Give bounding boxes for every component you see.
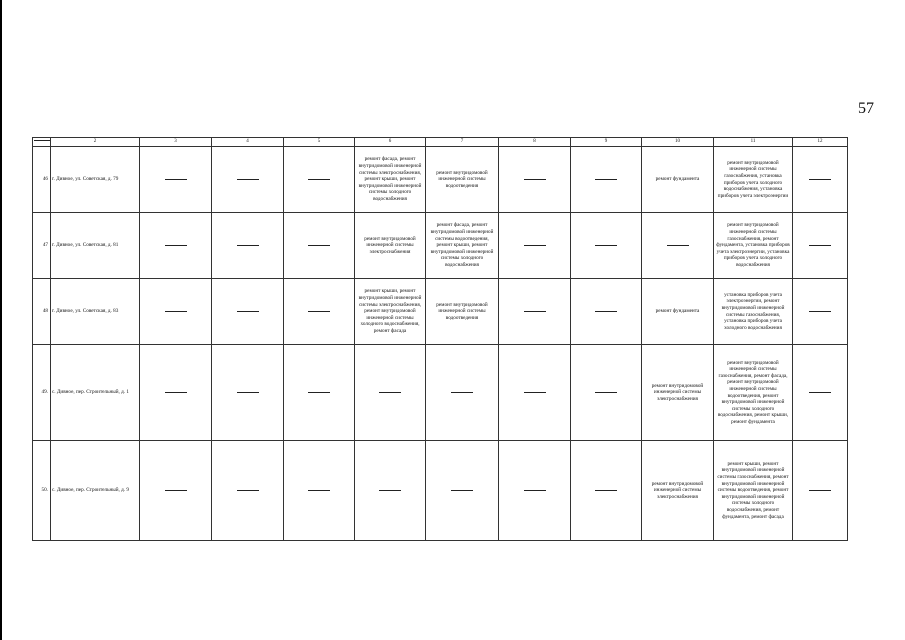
dash-mark [237, 179, 259, 180]
dash-mark [308, 179, 330, 180]
dash-mark [451, 392, 473, 393]
empty-cell [355, 441, 426, 541]
header-cell-10: 10 [642, 138, 714, 147]
row-work-col10: ремонт фундамента [642, 147, 714, 213]
empty-cell [212, 345, 284, 441]
dash-mark [379, 392, 401, 393]
dash-mark [809, 311, 831, 312]
dash-mark [379, 490, 401, 491]
header-cell-7: 7 [426, 138, 499, 147]
dash-mark [308, 245, 330, 246]
row-number: 49. [33, 345, 51, 441]
dash-mark [524, 179, 546, 180]
row-work-col6: ремонт фасада, ремонт внутридомовой инженерной системы электроснабжения, ремонт крыши, ремонт внутридомовой инженерной системы холодного водоснабжения [355, 147, 426, 213]
empty-cell [499, 441, 571, 541]
dash-mark [524, 245, 546, 246]
dash-mark [165, 179, 187, 180]
empty-cell [212, 147, 284, 213]
dash-mark [308, 490, 330, 491]
empty-cell [571, 279, 642, 345]
table-row [33, 441, 848, 541]
page-number: 57 [858, 100, 874, 117]
row-work-col6: ремонт внутридомовой инженерной системы электроснабжения [355, 213, 426, 279]
row-number: 48 [33, 279, 51, 345]
header-cell-12: 12 [793, 138, 848, 147]
header-cell-2: 2 [51, 138, 140, 147]
empty-cell [571, 345, 642, 441]
empty-cell [642, 213, 714, 279]
dash-mark [308, 311, 330, 312]
repair-schedule-table [32, 137, 848, 541]
header-cell-6: 6 [355, 138, 426, 147]
empty-cell [499, 147, 571, 213]
empty-cell [284, 441, 355, 541]
empty-cell [793, 441, 848, 541]
row-address: с. Дивное, пер. Строительный, д. 9 [51, 441, 140, 541]
dash-mark [34, 140, 51, 141]
empty-cell [284, 213, 355, 279]
header-cell-4: 4 [212, 138, 284, 147]
empty-cell [284, 279, 355, 345]
empty-cell [499, 279, 571, 345]
header-cell-5: 5 [284, 138, 355, 147]
dash-mark [524, 392, 546, 393]
row-number: 50. [33, 441, 51, 541]
empty-cell [793, 213, 848, 279]
dash-mark [595, 392, 617, 393]
empty-cell [140, 345, 212, 441]
dash-mark [595, 311, 617, 312]
empty-cell [284, 147, 355, 213]
empty-cell [426, 441, 499, 541]
dash-mark [237, 245, 259, 246]
row-work-col7: ремонт фасада, ремонт внутридомовой инженерной системы водоотведения, ремонт крыши, ремонт внутридомовой инженерной системы холодного водоснабжения [426, 213, 499, 279]
header-cell-9: 9 [571, 138, 642, 147]
empty-cell [212, 279, 284, 345]
empty-cell [140, 441, 212, 541]
row-number: 47 [33, 213, 51, 279]
dash-mark [165, 311, 187, 312]
row-work-col11: установка приборов учета электроэнергии, ремонт внутридомовой инженерной системы газоснабжения, установка приборов учета холодного водоснабжения [714, 279, 793, 345]
header-cell-11: 11 [714, 138, 793, 147]
dash-mark [165, 245, 187, 246]
dash-mark [667, 245, 689, 246]
row-work-col6: ремонт крыши, ремонт внутридомовой инженерной системы электроснабжения, ремонт внутридомовой инженерной системы холодного водоснабжения, ремонт фасада [355, 279, 426, 345]
dash-mark [809, 392, 831, 393]
empty-cell [571, 213, 642, 279]
empty-cell [140, 279, 212, 345]
header-row [33, 138, 848, 147]
table-row [33, 147, 848, 213]
header-cell-3: 3 [140, 138, 212, 147]
dash-mark [809, 245, 831, 246]
dash-mark [165, 392, 187, 393]
header-cell-1 [33, 138, 51, 147]
page-left-edge [0, 0, 2, 640]
row-address: г. Дивное, ул. Советская, д. 81 [51, 213, 140, 279]
dash-mark [809, 179, 831, 180]
dash-mark [595, 490, 617, 491]
dash-mark [237, 490, 259, 491]
row-work-col7: ремонт внутридомовой инженерной системы водоотведения [426, 279, 499, 345]
dash-mark [308, 392, 330, 393]
empty-cell [571, 147, 642, 213]
row-work-col11: ремонт внутридомовой инженерной системы газоснабжения, ремонт фундамента, установка приборов учета электроэнергии, установка приборов учета холодного водоснабжения [714, 213, 793, 279]
empty-cell [793, 345, 848, 441]
dash-mark [595, 179, 617, 180]
empty-cell [793, 147, 848, 213]
row-work-col7: ремонт внутридомовой инженерной системы водоотведения [426, 147, 499, 213]
row-work-col10: ремонт внутридомовой инженерной системы электроснабжения [642, 345, 714, 441]
dash-mark [595, 245, 617, 246]
empty-cell [140, 147, 212, 213]
dash-mark [451, 490, 473, 491]
empty-cell [499, 345, 571, 441]
row-number: 46 [33, 147, 51, 213]
empty-cell [355, 345, 426, 441]
row-address: г. Дивное, ул. Советская, д. 83 [51, 279, 140, 345]
dash-mark [809, 490, 831, 491]
empty-cell [140, 213, 212, 279]
row-work-col11: ремонт крыши, ремонт внутридомовой инженерной системы газоснабжения, ремонт внутридомовой инженерной системы водоотведения, ремонт внутридомовой инженерной системы холодного водоснабжения, ремонт фундамента, ремонт фасада [714, 441, 793, 541]
empty-cell [284, 345, 355, 441]
row-address: с. Дивное, пер. Строительный, д. 1 [51, 345, 140, 441]
row-work-col11: ремонт внутридомовой инженерной системы газоснабжения, установка приборов учета холодного водоснабжения, установка приборов учета электроэнергии [714, 147, 793, 213]
table-row [33, 279, 848, 345]
empty-cell [571, 441, 642, 541]
table-row [33, 213, 848, 279]
empty-cell [212, 441, 284, 541]
row-address: г. Дивное, ул. Советская, д. 79 [51, 147, 140, 213]
dash-mark [524, 490, 546, 491]
empty-cell [793, 279, 848, 345]
empty-cell [426, 345, 499, 441]
dash-mark [165, 490, 187, 491]
dash-mark [524, 311, 546, 312]
row-work-col11: ремонт внутридомовой инженерной системы газоснабжения, ремонт фасада, ремонт внутридомовой инженерной системы водоотведения, ремонт внутридомовой инженерной системы холодного водоснабжения, ремонт крыши, ремонт фундамента [714, 345, 793, 441]
dash-mark [237, 311, 259, 312]
row-work-col10: ремонт фундамента [642, 279, 714, 345]
dash-mark [237, 392, 259, 393]
empty-cell [499, 213, 571, 279]
header-cell-8: 8 [499, 138, 571, 147]
table-row [33, 345, 848, 441]
empty-cell [212, 213, 284, 279]
row-work-col10: ремонт внутридомовой инженерной системы электроснабжения [642, 441, 714, 541]
